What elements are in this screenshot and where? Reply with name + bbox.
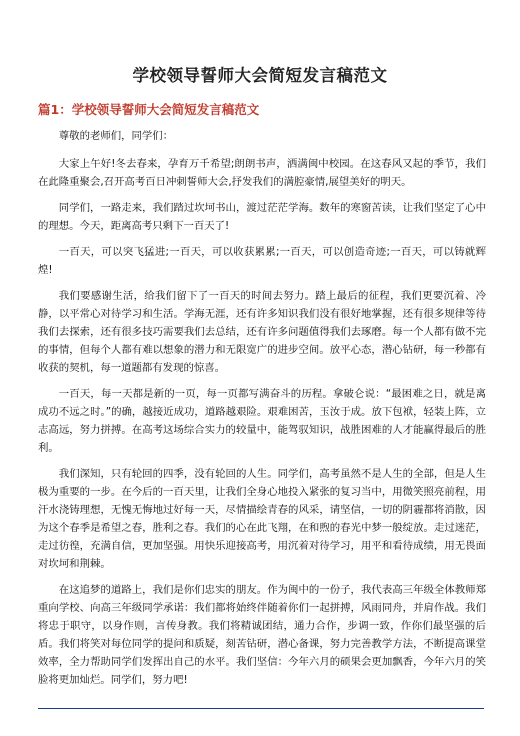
footer-divider [38,708,484,709]
salutation: 尊敬的老师们，同学们： [58,130,174,142]
paragraph: 我们要感谢生活，给我们留下了一百天的时间去努力。踏上最后的征程，我们更要沉着、冷静，以平常心对待学习和生活。学海无涯，还有许多知识我们没有很好地掌握，还有很多规律等待我们去探索，还有很多技巧需要我们去总结，还有许多问题值得我们去琢磨。每一个人都有做不完的事情，但每个人都有难以想象的潜力和无限宽广的进步空间。放平心态，潜心钻研，每一秒都有收获的契机，每一道题都有发现的惊喜。 [38,290,486,374]
paragraph: 在这追梦的道路上，我们是你们忠实的朋友。作为闽中的一份子，我代表高三年级全体教师郑重向学校、向高三年级同学承诺：我们都将始终伴随着你们一起拼搏，风雨同舟，并肩作战。我们将忠于职守，以身作则，言传身教。我们将精诚团结，通力合作，步调一致，作你们最坚强的后盾。我们将笑对每位同学的提问和质疑，刻苦钻研，潜心备课，努力完善教学方法，不断提高课堂效率，全力帮助同学们发挥出自己的水平。我们坚信：今年六月的硕果会更加飘香，今年六月的笑脸将更加灿烂。同学们，努力吧! [38,584,486,686]
paragraph: 我们深知，只有轮回的四季，没有轮回的人生。同学们，高考虽然不是人生的全部，但是人生极为重要的一步。在今后的一百天里，让我们全身心地投入紧张的复习当中，用微笑照亮前程，用汗水浇铸理想，无愧无悔地过好每一天，尽情描绘青春的风采，请坚信，一切的阴霾都将消散，因为这个春季是希望之春，胜利之春。我们的心在此飞翔，在和煦的春光中梦一般绽放。走过迷茫，走过彷徨，充满自信，更加坚强。用快乐迎接高考，用沉着对待学习，用平和看待成绩，用无畏面对坎坷和荆棘。 [38,468,486,570]
section-heading: 篇1：学校领导誓师大会简短发言稿范文 [38,102,260,117]
paragraph: 大家上午好!冬去春来，孕育万千希望;朗朗书声，洒满闽中校园。在这春风又起的季节，我们在此隆重聚会,召开高考百日冲刺誓师大会,抒发我们的满腔豪情,展望美好的明天。 [38,158,486,188]
document-body [38,127,486,697]
paragraph: 一百天，每一天都是新的一页，每一页都写满奋斗的历程。拿破仑说：“最困难之日，就是离成功不远之时。”的确，越接近成功，道路越艰险。艰难困苦，玉汝于成。放下包袱，轻装上阵，立志高远，努力拼搏。在高考这场综合实力的较量中，能驾驭知识，战胜困难的人才能赢得最后的胜利。 [38,388,486,454]
paragraph: 同学们，一路走来，我们踏过坎坷书山，渡过茫茫学海。数年的寒窗苦读，让我们坚定了心中的理想。今天，距离高考只剩下一百天了! [38,202,486,232]
document-title: 学校领导誓师大会简短发言稿范文 [132,66,388,85]
paragraph: 一百天，可以突飞猛进;一百天，可以收获累累;一百天，可以创造奇迹;一百天，可以铸就辉煌! [38,246,486,276]
